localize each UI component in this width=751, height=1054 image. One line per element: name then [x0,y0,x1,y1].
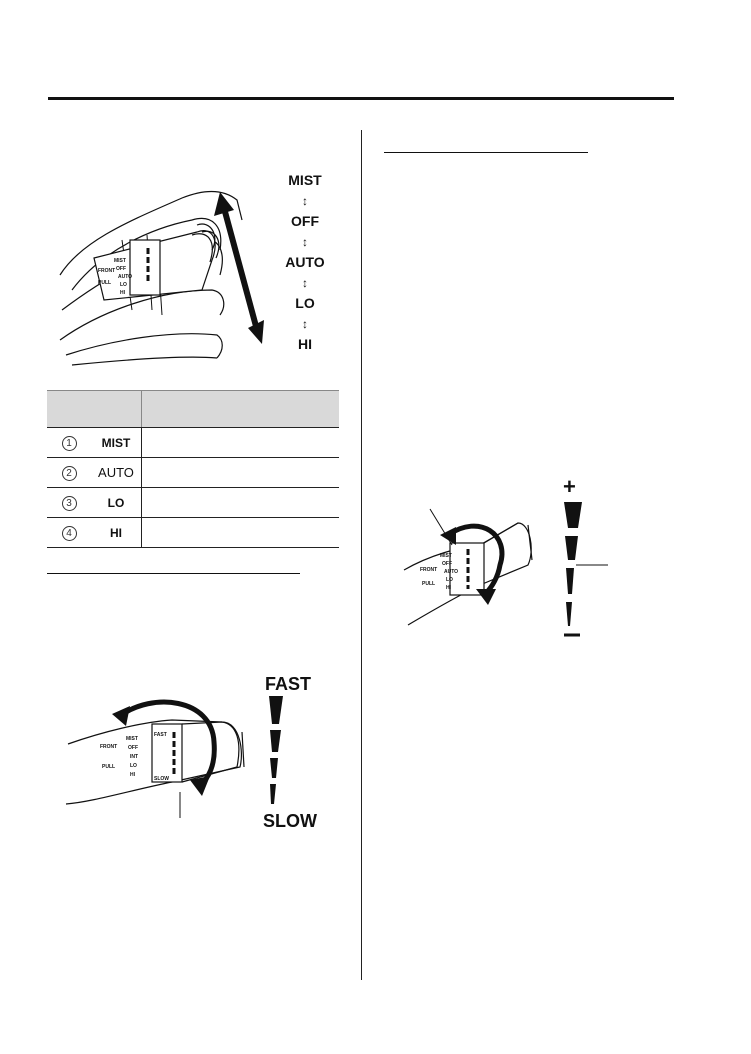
row-description [142,488,340,518]
table-row [47,458,339,488]
table-header-row [47,391,339,428]
lever-text-lo: LO [446,577,453,583]
row-position: AUTO [98,465,134,480]
speed-scale-icon [263,696,289,806]
lever-text-front: FRONT [420,567,438,573]
lever-text-mist: MIST [114,258,126,264]
row-position: HI [110,526,122,540]
row-description [142,518,340,548]
position-label-off: OFF [291,213,319,229]
lever-text-off: OFF [128,745,138,751]
lever-text-int: INT [130,754,139,760]
lever-text-off: OFF [116,266,126,272]
lever-text-front: FRONT [98,268,116,274]
lever-text-hi: HI [130,772,135,778]
arrow-icon: ↕ [302,317,308,331]
row-number: 4 [62,526,77,541]
position-label-hi: HI [298,336,312,352]
lever-text-lo: LO [130,763,137,769]
position-label-auto: AUTO [285,254,325,270]
lever-text-fast: FAST [154,732,167,738]
row-description [142,458,340,488]
position-label-mist: MIST [288,172,322,188]
lever-text-pull: PULL [422,581,436,587]
switch-position-table [47,390,339,548]
arrow-icon: ↕ [302,194,308,208]
table-row [47,518,339,548]
lever-text-hi: HI [120,290,125,296]
fast-label: FAST [265,674,312,694]
sensitivity-plus-label: + [563,474,576,499]
header-cell-position [47,391,142,428]
position-label-lo: LO [295,295,315,311]
lever-text-auto: AUTO [444,569,459,575]
page-header-rule [48,97,674,100]
lever-text-mist: MIST [126,736,138,742]
lever-text-front: FRONT [100,744,118,750]
wiper-lever-positions-illustration [52,180,282,370]
section-heading-underline [47,573,300,574]
table-row [47,428,339,458]
row-number: 3 [62,496,77,511]
lever-text-pull: PULL [102,764,116,770]
arrow-icon: ↕ [302,276,308,290]
header-cell-operation [142,391,340,428]
row-description [142,428,340,458]
sensitivity-scale-icon [560,502,620,640]
rain-sensor-lever-illustration [400,505,550,630]
lever-text-off: OFF [442,561,452,567]
row-number: 1 [62,436,77,451]
row-position: LO [107,496,125,510]
intermittent-lever-illustration [62,692,252,822]
lever-text-lo: LO [120,282,127,288]
lever-text-auto: AUTO [118,274,133,280]
table-row [47,488,339,518]
arrow-icon: ↕ [302,235,308,249]
lever-text-pull: PULL [98,280,112,286]
lever-text-slow: SLOW [154,776,169,782]
row-position: MIST [101,436,131,450]
section-heading-underline [384,152,588,153]
slow-label: SLOW [263,811,317,831]
column-divider [361,130,362,980]
row-number: 2 [62,466,77,481]
lever-position-list [275,172,335,352]
lever-text-mist: MIST [440,553,452,559]
lever-text-hi: HI [446,585,451,591]
